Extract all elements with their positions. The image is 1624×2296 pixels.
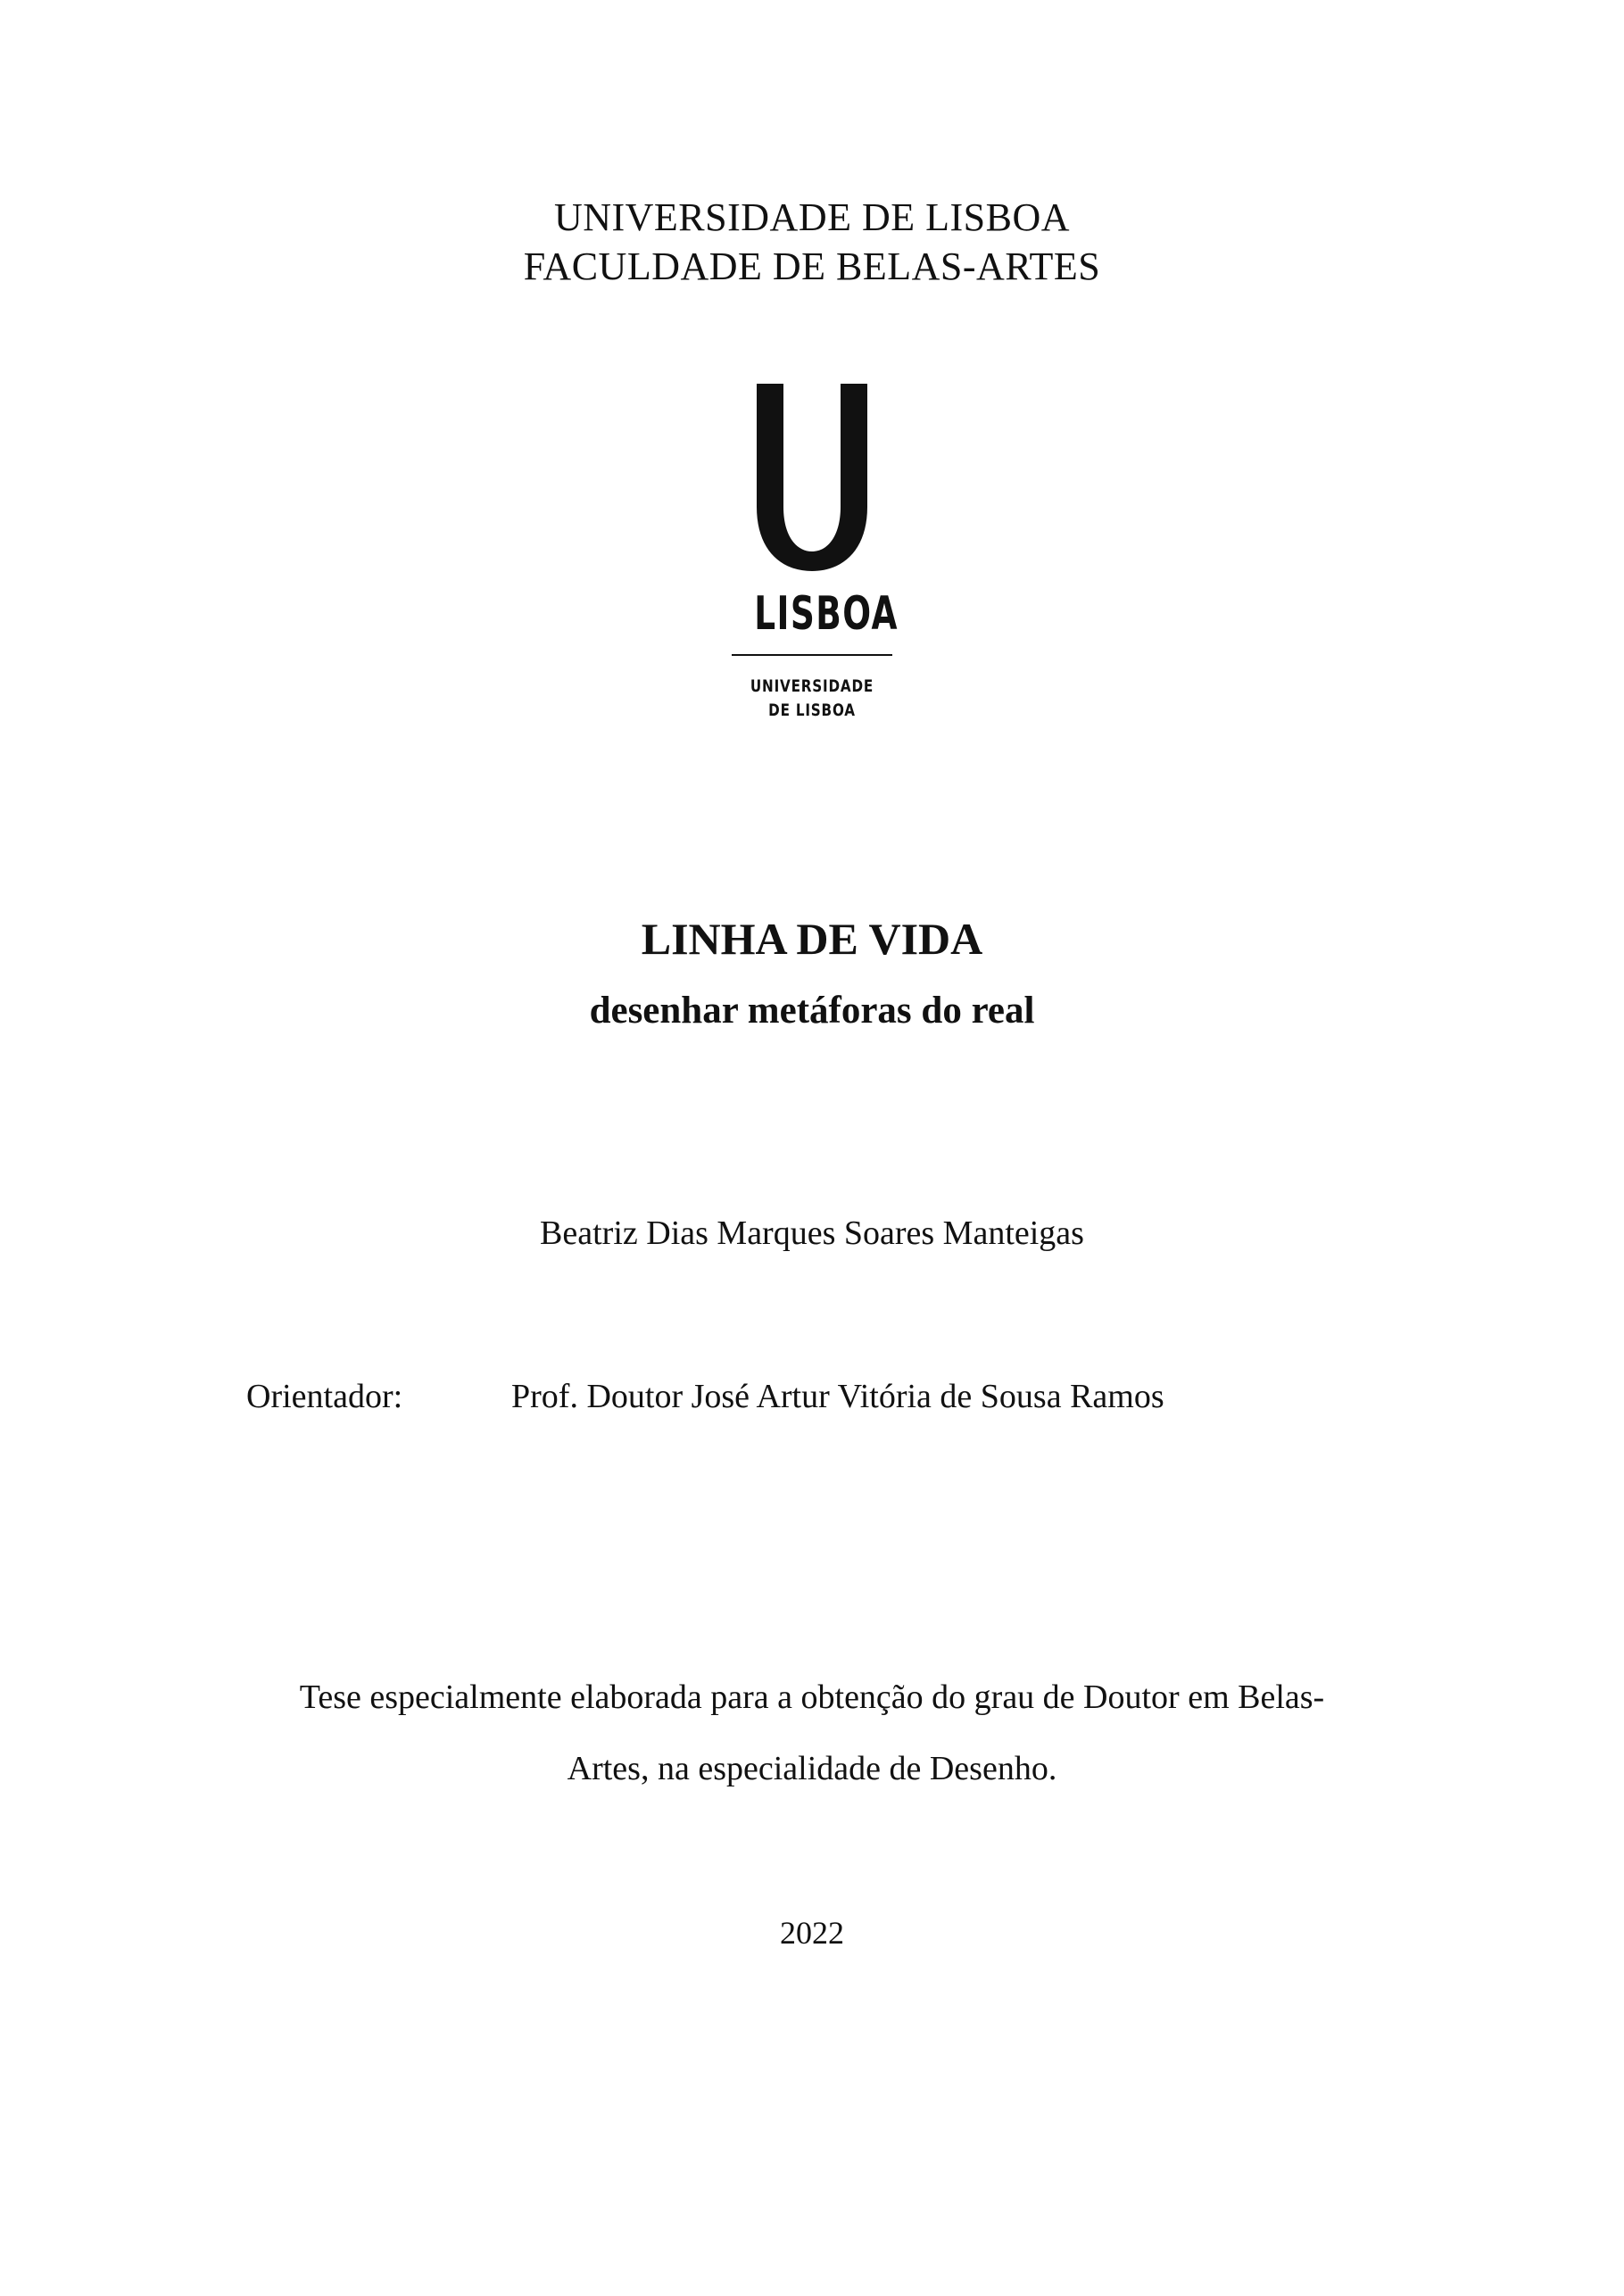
thesis-description-line1: Tese especialmente elaborada para a obtenção do grau de Doutor em Belas- <box>299 1678 1325 1716</box>
logo-divider <box>732 654 892 656</box>
thesis-year: 2022 <box>780 1915 844 1951</box>
author-name: Beatriz Dias Marques Soares Manteigas <box>540 1214 1084 1252</box>
advisor-label: Orientador: <box>246 1378 403 1415</box>
advisor-name: Prof. Doutor José Artur Vitória de Sousa Ramos <box>511 1378 1164 1415</box>
logo-u-icon <box>732 382 892 574</box>
university-name: UNIVERSIDADE DE LISBOA <box>553 195 1071 239</box>
logo-caption-line2: DE LISBOA <box>768 700 856 720</box>
advisor-row <box>0 1377 1624 1422</box>
logo-caption-line1: UNIVERSIDADE <box>750 676 874 696</box>
thesis-description-line2: Artes, na especialidade de Desenho. <box>567 1750 1057 1787</box>
universidade-de-lisboa-logo <box>732 382 899 730</box>
faculty-name: FACULDADE DE BELAS-ARTES <box>523 245 1101 288</box>
thesis-subtitle: desenhar metáforas do real <box>589 990 1035 1032</box>
logo-wordmark: LISBOA <box>754 587 899 641</box>
thesis-title: LINHA DE VIDA <box>641 914 983 964</box>
